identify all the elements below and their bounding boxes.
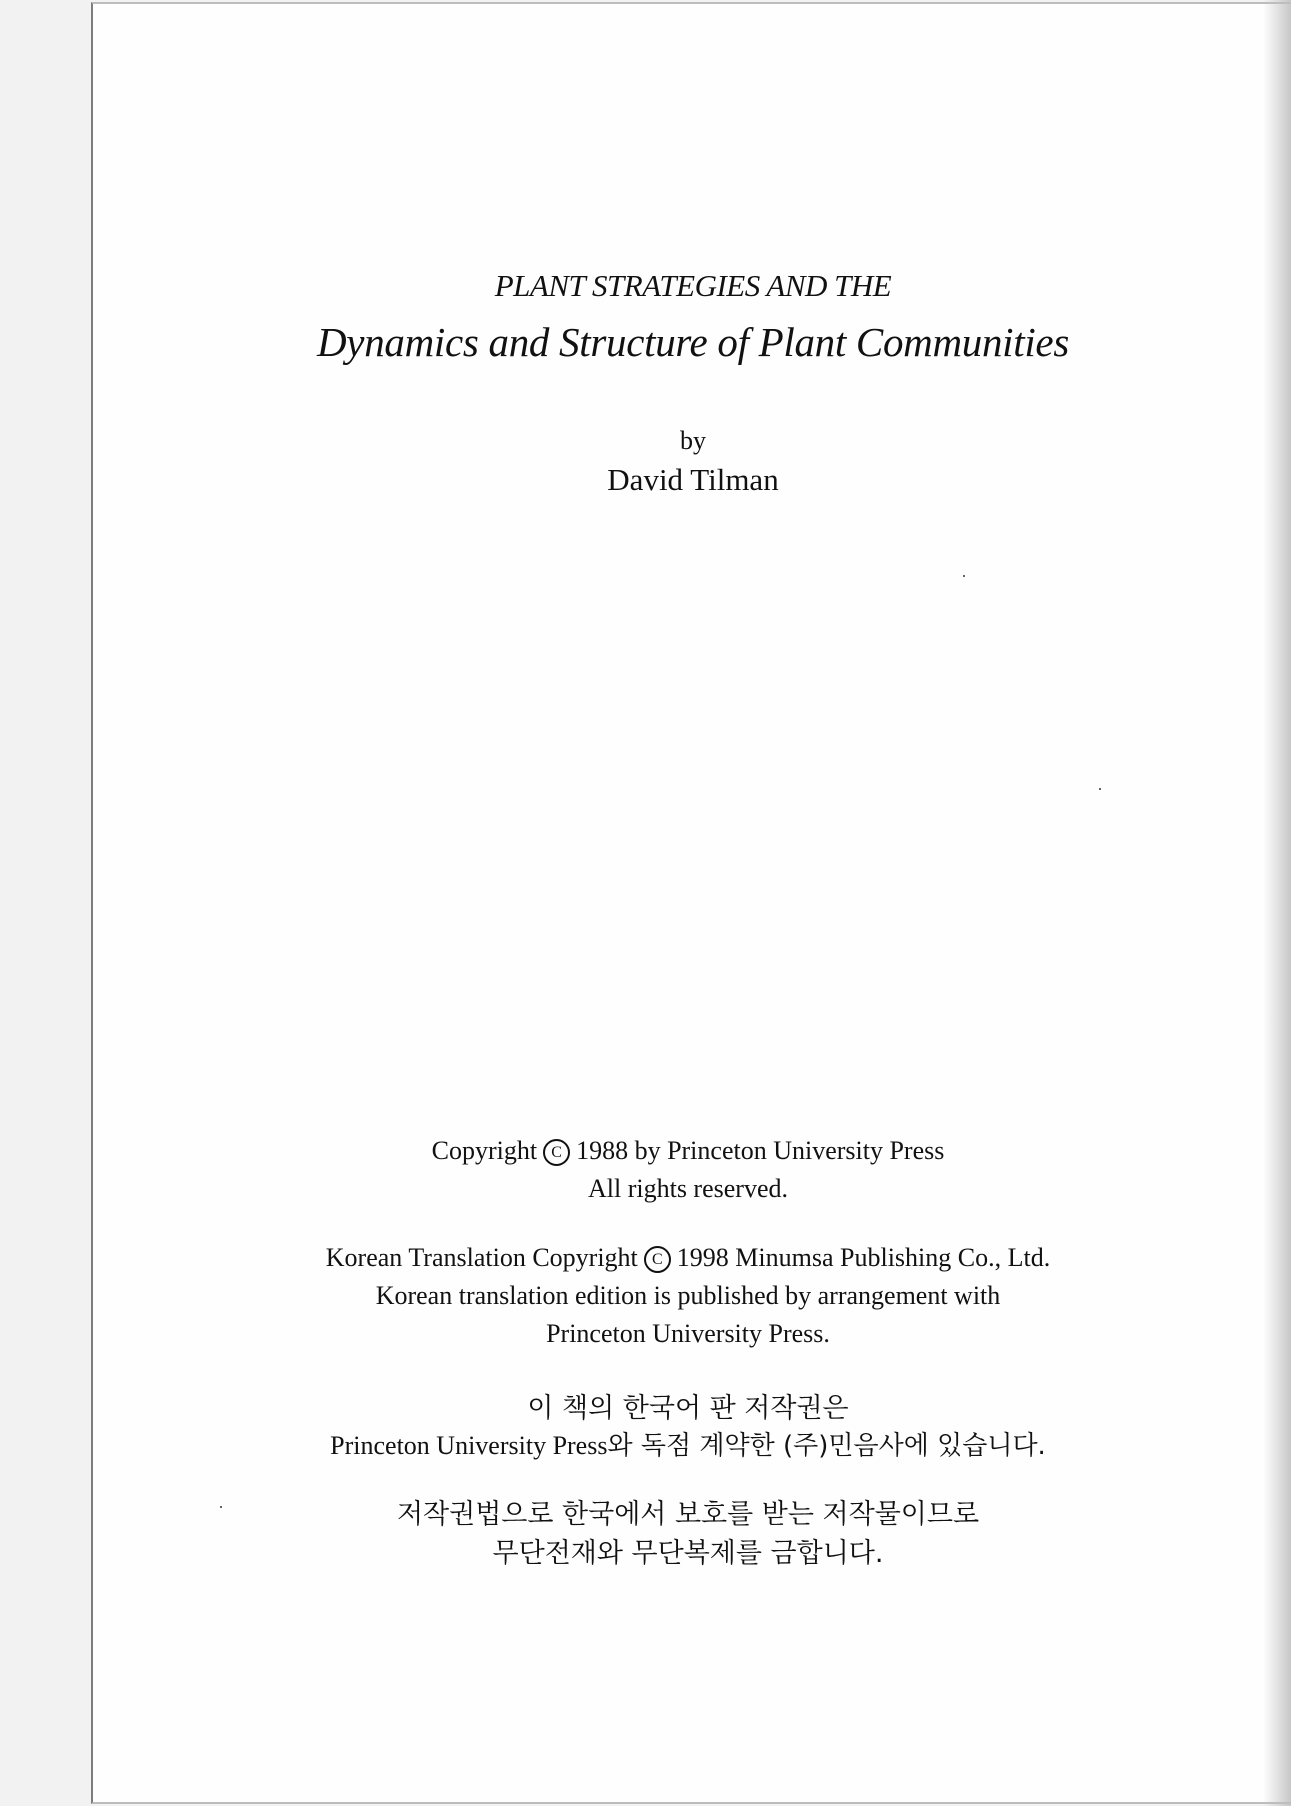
korean-rights-line-1: 이 책의 한국어 판 저작권은: [527, 1393, 849, 1424]
copyright-line: [88, 1136, 1288, 1166]
arrangement-publisher: Princeton University Press.: [546, 1319, 830, 1348]
copyright-symbol-icon: C: [543, 1139, 570, 1166]
korean-copyright-label: Korean Translation Copyright: [325, 1243, 638, 1272]
paper-speck: [963, 575, 965, 577]
series-title: PLANT STRATEGIES AND THE: [494, 268, 892, 303]
book-title: Dynamics and Structure of Plant Communities: [317, 319, 1069, 365]
paper-speck: [1099, 788, 1101, 790]
rights-reserved: All rights reserved.: [587, 1174, 788, 1203]
korean-protection-line: 저작권법으로 한국에서 보호를 받는 저작물이므로: [396, 1499, 980, 1530]
page-edge-shadow: [1263, 0, 1291, 1806]
copyright-holder: 1988 by Princeton University Press: [576, 1136, 945, 1165]
book-page: [91, 2, 1291, 1804]
korean-prohibition-line: 무단전재와 무단복제를 금합니다.: [492, 1538, 884, 1569]
korean-copyright-line: [88, 1243, 1288, 1273]
korean-rights-line-2: [88, 1425, 1288, 1462]
korean-rights-agreement: 와 독점 계약한 (주)민음사에 있습니다.: [607, 1431, 1046, 1461]
korean-copyright-holder: 1998 Minumsa Publishing Co., Ltd.: [676, 1243, 1051, 1272]
paper-speck: [220, 1506, 222, 1508]
copyright-symbol-icon: C: [644, 1246, 671, 1273]
arrangement-line: Korean translation edition is published by arrangement with: [375, 1281, 1001, 1310]
author-name: David Tilman: [607, 462, 779, 497]
korean-rights-publisher: Princeton University Press: [330, 1431, 608, 1460]
by-label: by: [680, 426, 706, 455]
copyright-label: Copyright: [431, 1136, 538, 1165]
